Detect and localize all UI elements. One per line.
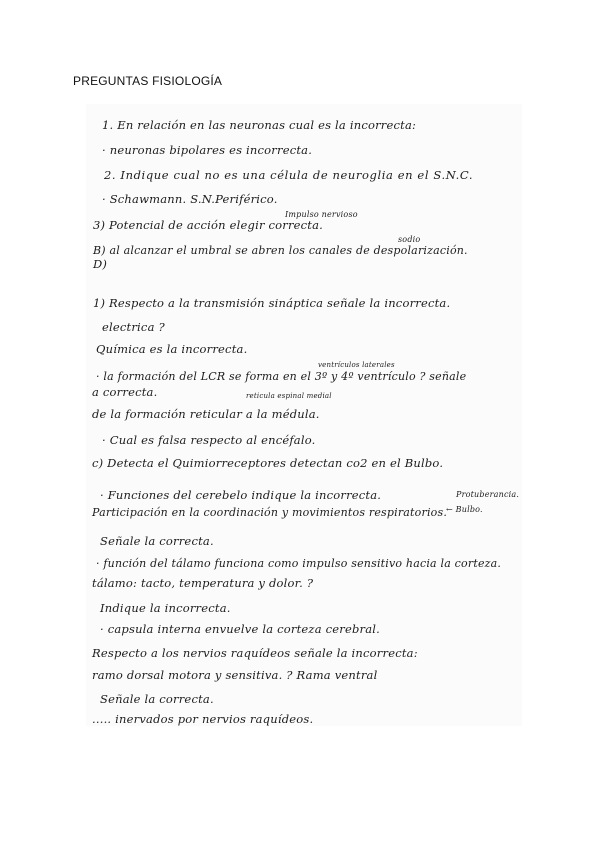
note-line: Indique la incorrecta. [100,601,231,615]
note-line: · capsula interna envuelve la corteza cerebral. [100,622,380,636]
note-line: Química es la incorrecta. [96,342,248,356]
note-annotation: sodio [398,235,421,244]
note-line: · Funciones del cerebelo indique la incorrecta. [100,488,382,502]
note-line: ..... inervados por nervios raquídeos. [92,712,314,726]
note-annotation: ← Bulbo. [446,505,483,514]
note-line: D) [93,257,108,271]
note-line: electrica ? [102,320,165,334]
note-line: 1. En relación en las neuronas cual es la incorrecta: [102,118,417,132]
note-line: 2. Indique cual no es una célula de neuroglia en el S.N.C. [104,168,474,182]
note-line: a correcta. [92,385,158,399]
note-line: · neuronas bipolares es incorrecta. [102,143,313,157]
note-line: Señale la correcta. [100,534,214,548]
note-line: Señale la correcta. [100,692,214,706]
note-line: tálamo: tacto, temperatura y dolor. ? [92,576,314,590]
note-line: · Cual es falsa respecto al encéfalo. [102,433,316,447]
note-line: ramo dorsal motora y sensitiva. ? Rama ventral [92,668,378,682]
note-line: c) Detecta el Quimiorreceptores detectan co2 en el Bulbo. [92,456,444,470]
note-line: Participación en la coordinación y movimientos respiratorios. [92,506,448,519]
note-line: B) al alcanzar el umbral se abren los canales de despolarización. [93,244,468,257]
note-annotation: reticula espinal medial [246,392,332,400]
note-line: 1) Respecto a la transmisión sináptica señale la incorrecta. [93,296,451,310]
note-line: de la formación reticular a la médula. [92,407,320,421]
note-line: · función del tálamo funciona como impulso sensitivo hacia la corteza. [96,557,502,570]
note-line: 3) Potencial de acción elegir correcta. [93,218,324,232]
note-line: Respecto a los nervios raquídeos señale la incorrecta: [92,646,418,660]
note-annotation: Protuberancia. [456,490,520,499]
note-annotation: ventrículos laterales [318,361,395,369]
page-title: PREGUNTAS FISIOLOGÍA [73,74,223,88]
note-line: · la formación del LCR se forma en el 3º y 4º ventrículo ? señale [96,370,467,383]
note-annotation: Impulso nervioso [285,210,358,219]
note-line: · Schawmann. S.N.Periférico. [102,192,278,206]
